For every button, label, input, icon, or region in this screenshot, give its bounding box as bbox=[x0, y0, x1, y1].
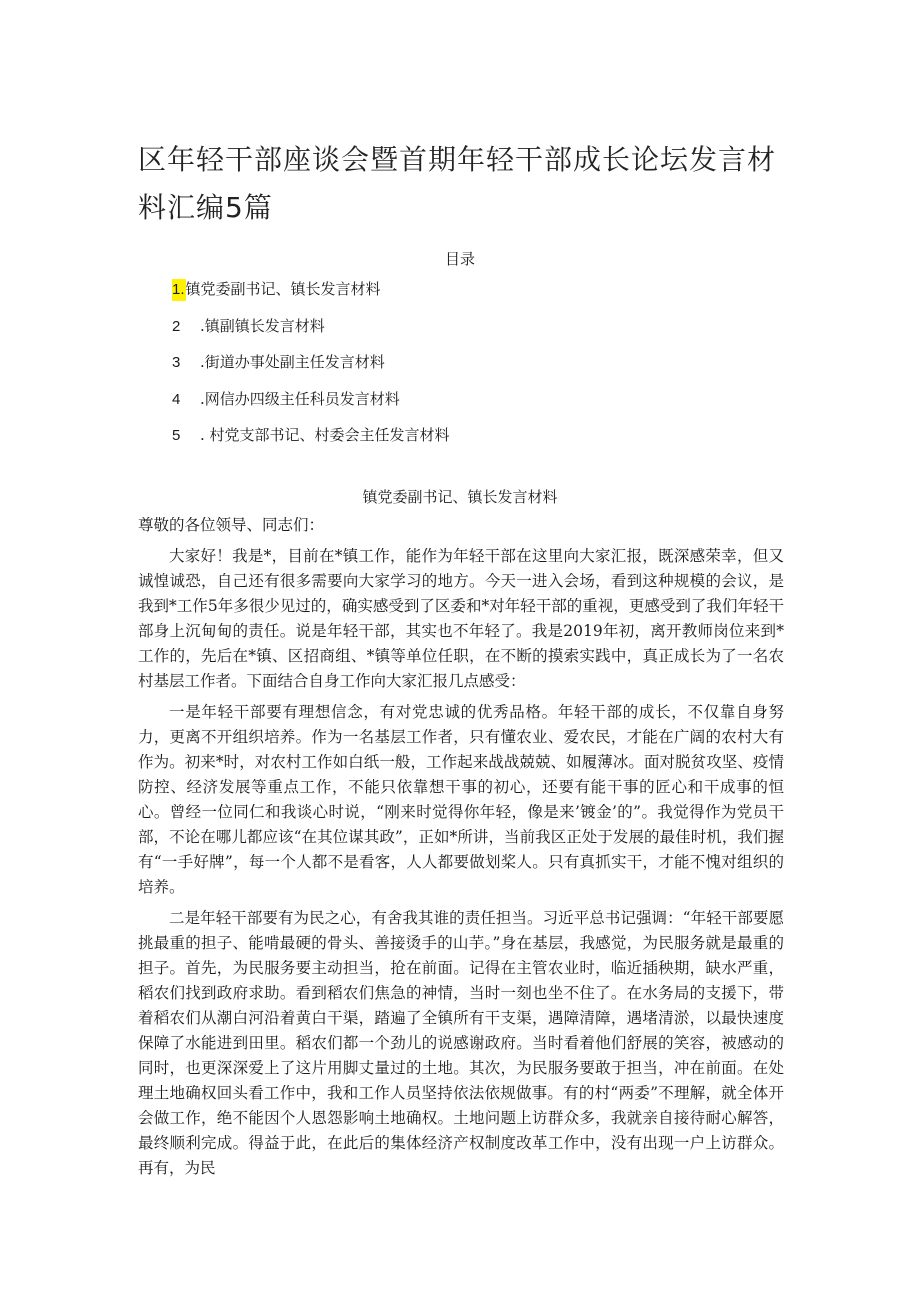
toc-item-number: 1. bbox=[172, 279, 186, 301]
paragraph-1: 大家好！我是*，目前在*镇工作，能作为年轻干部在这里向大家汇报，既深感荣幸，但又诚惶诚恐，自己还有很多需要向大家学习的地方。今天一进入会场，看到这种规模的会议，是我到*工作5年多很少见过的，确实感受到了区委和*对年轻干部的重视，更感受到了我们年轻干部身上沉甸甸的责任。说是年轻干部，其实也不年轻了。我是2019年初，离开教师岗位来到*工作的，先后在*镇、区招商组、*镇等单位任职，在不断的摸索实践中，真正成长为了一名农村基层工作者。下面结合自身工作向大家汇报几点感受： bbox=[138, 547, 784, 690]
paragraph-2: 一是年轻干部要有理想信念，有对党忠诚的优秀品格。年轻干部的成长，不仅靠自身努力，更离不开组织培养。作为一名基层工作者，只有懂农业、爱农民，才能在广阔的农村大有作为。初来*时，对农村工作如白纸一般，工作起来战战兢兢、如履薄冰。面对脱贫攻坚、疫情防控、经济发展等重点工作，不能只依靠想干事的初心，还要有能干事的匠心和干成事的恒心。曾经一位同仁和我谈心时说，“刚来时觉得你年轻，像是来’镀金’的”。我觉得作为党员干部，不论在哪儿都应该“在其位谋其政”，正如*所讲，当前我区正处于发展的最佳时机，我们握有“一手好牌”，每一个人都不是看客，人人都要做划桨人。只有真抓实干，才能不愧对组织的培养。 bbox=[138, 703, 784, 896]
toc-item-label: .街道办事处副主任发言材料 bbox=[200, 353, 385, 371]
greeting: 尊敬的各位领导、同志们： bbox=[138, 516, 325, 534]
toc-heading: 目录 bbox=[444, 250, 475, 268]
toc-item-number: 2 bbox=[172, 317, 181, 335]
toc-item-3[interactable] bbox=[172, 351, 450, 373]
toc-item-label: . 村党支部书记、村委会主任发言材料 bbox=[200, 426, 450, 444]
toc-item-number: 4 bbox=[172, 390, 181, 408]
toc-item-label: .镇副镇长发言材料 bbox=[200, 316, 325, 335]
paragraph-3: 二是年轻干部要有为民之心，有舍我其谁的责任担当。习近平总书记强调：“年轻干部要愿挑最重的担子、能啃最硬的骨头、善接烫手的山芋。”身在基层，我感觉，为民服务就是最重的担子。首先，为民服务要主动担当，抢在前面。记得在主管农业时，临近插秧期，缺水严重，稻农们找到政府求助。看到稻农们焦急的神情，当时一刻也坐不住了。在水务局的支援下，带着稻农们从潮白河沿着黄白干渠，踏遍了全镇所有干支渠，遇障清障，遇堵清淤，以最快速度保障了水能进到田里。稻农们都一个劲儿的说感谢政府。当时看着他们舒展的笑容，被感动的同时，也更深深爱上了这片用脚丈量过的土地。其次，为民服务要敢于担当，冲在前面。在处理土地确权回头看工作中，我和工作人员坚持依法依规做事。有的村“两委”不理解，就全体开会做工作，绝不能因个人恩怨影响土地确权。土地问题上访群众多，我就亲自接待耐心解答，最终顺利完成。得益于此，在此后的集体经济产权制度改革工作中，没有出现一户上访群众。再有，为民 bbox=[138, 909, 784, 1177]
toc-item-label: .网信办四级主任科员发言材料 bbox=[200, 389, 400, 408]
toc-item-5[interactable] bbox=[172, 424, 450, 446]
toc-item-number: 3 bbox=[172, 354, 181, 371]
toc-item-number: 5 bbox=[172, 427, 181, 444]
toc-item-4[interactable] bbox=[172, 388, 450, 410]
toc-item-1[interactable] bbox=[172, 278, 450, 300]
document-title: 区年轻干部座谈会暨首期年轻干部成长论坛发言材料汇编5篇 bbox=[138, 143, 777, 224]
section-heading: 镇党委副书记、镇长发言材料 bbox=[362, 488, 558, 506]
table-of-contents bbox=[172, 278, 450, 461]
toc-item-2[interactable] bbox=[172, 315, 450, 337]
section-body bbox=[138, 513, 784, 1187]
toc-item-label: 镇党委副书记、镇长发言材料 bbox=[185, 280, 381, 298]
